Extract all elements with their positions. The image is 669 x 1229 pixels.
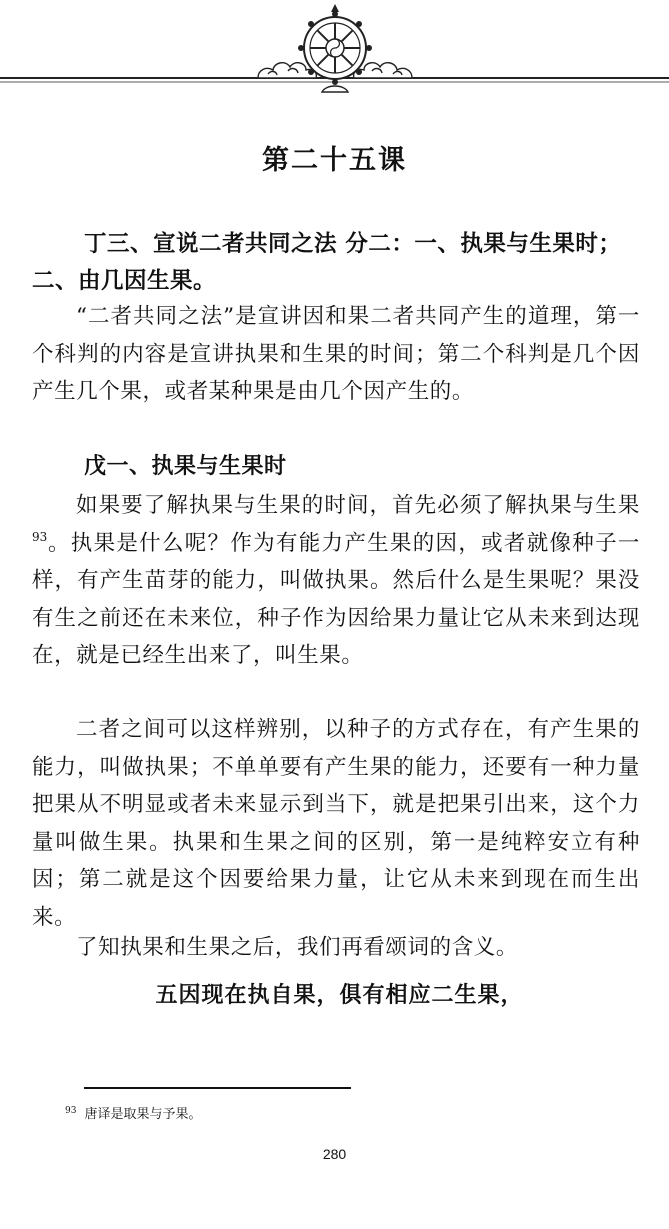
paragraph-2-start: 如果要了解执果与生果的时间，首先必须了解执果与生果 (76, 493, 640, 518)
footnote (65, 1103, 201, 1122)
verse-line: 五因现在执自果，俱有相应二生果， (155, 983, 524, 1008)
paragraph-3: 二者之间可以这样辨别，以种子的方式存在，有产生果的能力，叫做执果；不单单要有产生果的能力，还要有一种力量把果从不明显或者未来显示到当下，就是把果引出来，这个力量叫做生果。执果和生果之间的区别，第一是纯粹安立有种因；第二就是这个因要给果力量，让它从未来到现在而生出来。 (32, 717, 640, 930)
paragraph-2 (32, 487, 640, 675)
chapter-title: 第二十五课 (262, 145, 407, 176)
cloud-right-icon (354, 63, 412, 78)
cloud-left-icon (258, 63, 316, 78)
sub-heading: 戊一、执果与生果时 (84, 454, 287, 479)
header-ornament (0, 0, 669, 100)
footnote-number: 93 (65, 1105, 77, 1116)
footnote-text: 唐译是取果与予果。 (84, 1107, 202, 1122)
paragraph-4: 了知执果和生果之后，我们再看颂词的含义。 (76, 935, 519, 960)
paragraph-1: “二者共同之法”是宣讲因和果二者共同产生的道理，第一个科判的内容是宣讲执果和生果的时间；第二个科判是几个因产生几个果，或者某种果是由几个因产生的。 (32, 304, 640, 404)
footnote-divider (84, 1087, 351, 1089)
paragraph-2-end: 。执果是什么呢？作为有能力产生果的因，或者就像种子一样，有产生苗芽的能力，叫做执果。然后什么是生果呢？果没有生之前还在未来位，种子作为因给果力量让它从未来到达现在，就是已经生出来了，叫生果。 (32, 530, 640, 668)
page-number: 280 (322, 1146, 347, 1162)
section-heading: 丁三、宣说二者共同之法 分二：一、执果与生果时；二、由几因生果。 (32, 231, 622, 294)
footnote-reference[interactable]: 93 (32, 529, 48, 544)
